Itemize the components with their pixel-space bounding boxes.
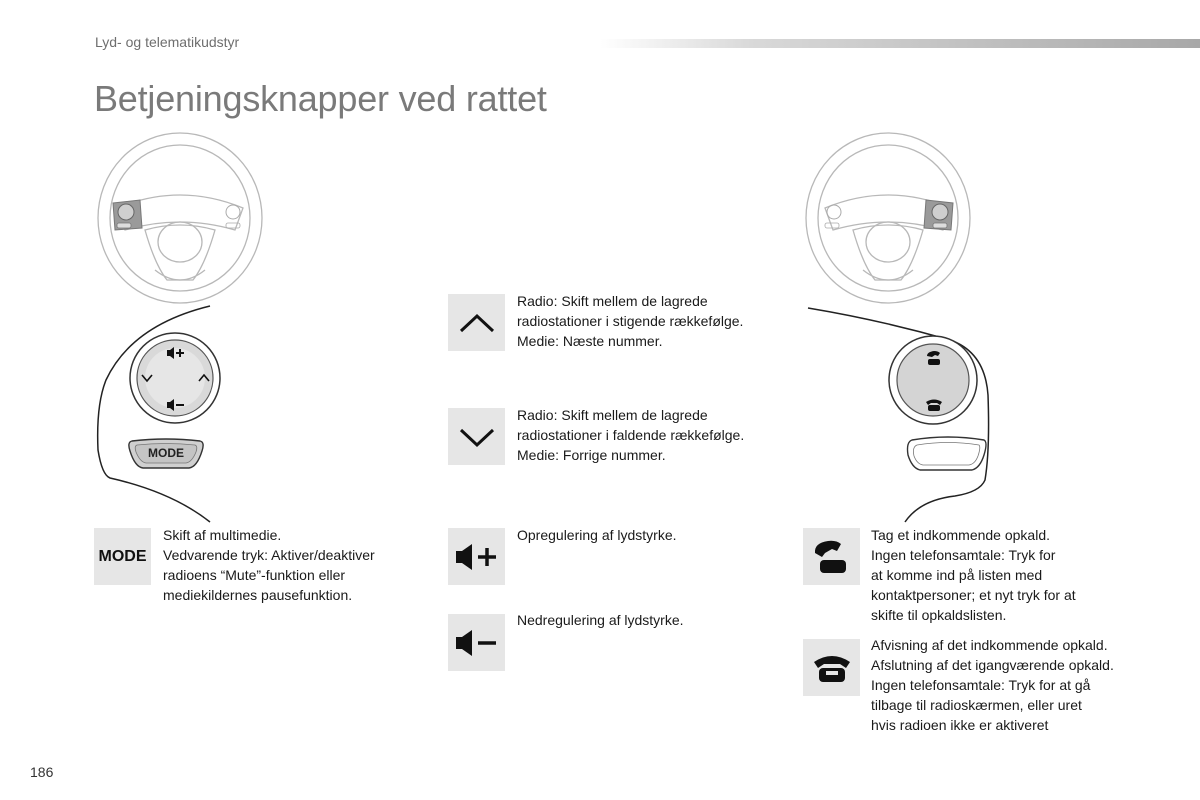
- volume-up-icon: [448, 528, 505, 585]
- phone-hangup-icon: [803, 639, 860, 696]
- header-divider: [600, 39, 1200, 48]
- phone-pickup-icon: [803, 528, 860, 585]
- wheel-down-icon[interactable]: [140, 372, 154, 384]
- answer-call-description: Tag et indkommende opkald. Ingen telefonsamtale: Tryk for at komme ind på listen med kontaktpersoner; et nyt tryk for at skifte til opkaldslisten.: [871, 527, 1076, 623]
- up-description: Radio: Skift mellem de lagrede radiostationer i stigende rækkefølge. Medie: Næste nummer.: [517, 293, 744, 349]
- down-description: Radio: Skift mellem de lagrede radiostationer i faldende rækkefølge. Medie: Forrige nummer.: [517, 407, 745, 463]
- chevron-down-icon: [448, 408, 505, 465]
- page-number: 186: [30, 764, 54, 780]
- right-controls-closeup: [800, 300, 1000, 525]
- section-label: Lyd- og telematikudstyr: [95, 34, 240, 50]
- volume-up-description: Opregulering af lydstyrke.: [517, 527, 677, 543]
- left-controls-closeup: [92, 300, 262, 525]
- mode-description: Skift af multimedie. Vedvarende tryk: Aktiver/deaktiver radioens “Mute”-funktion eller mediekildernes pausefunktion.: [163, 527, 375, 603]
- wheel-volume-down-icon[interactable]: [166, 398, 186, 412]
- wheel-volume-up-icon[interactable]: [166, 346, 186, 360]
- page-title: Betjeningsknapper ved rattet: [94, 78, 547, 119]
- chevron-up-icon: [448, 294, 505, 351]
- volume-down-icon: [448, 614, 505, 671]
- mode-label-icon: [94, 528, 151, 585]
- wheel-up-icon[interactable]: [197, 372, 211, 384]
- reject-call-description: Afvisning af det indkommende opkald. Afslutning af det igangværende opkald. Ingen telefonsamtale: Tryk for at gå tilbage til radioskærmen, eller uret hvis radioen ikke er aktiveret: [871, 637, 1114, 733]
- wheel-phone-hangup-icon[interactable]: [925, 397, 943, 413]
- wheel-phone-pickup-icon[interactable]: [925, 350, 943, 366]
- wheel-mode-label: MODE: [148, 446, 184, 460]
- wheel-mode-button[interactable]: [127, 437, 205, 471]
- steering-wheel-right-illustration: [803, 130, 973, 305]
- steering-wheel-left-illustration: [95, 130, 265, 305]
- mode-icon-text: MODE: [98, 547, 147, 565]
- volume-down-description: Nedregulering af lydstyrke.: [517, 612, 684, 628]
